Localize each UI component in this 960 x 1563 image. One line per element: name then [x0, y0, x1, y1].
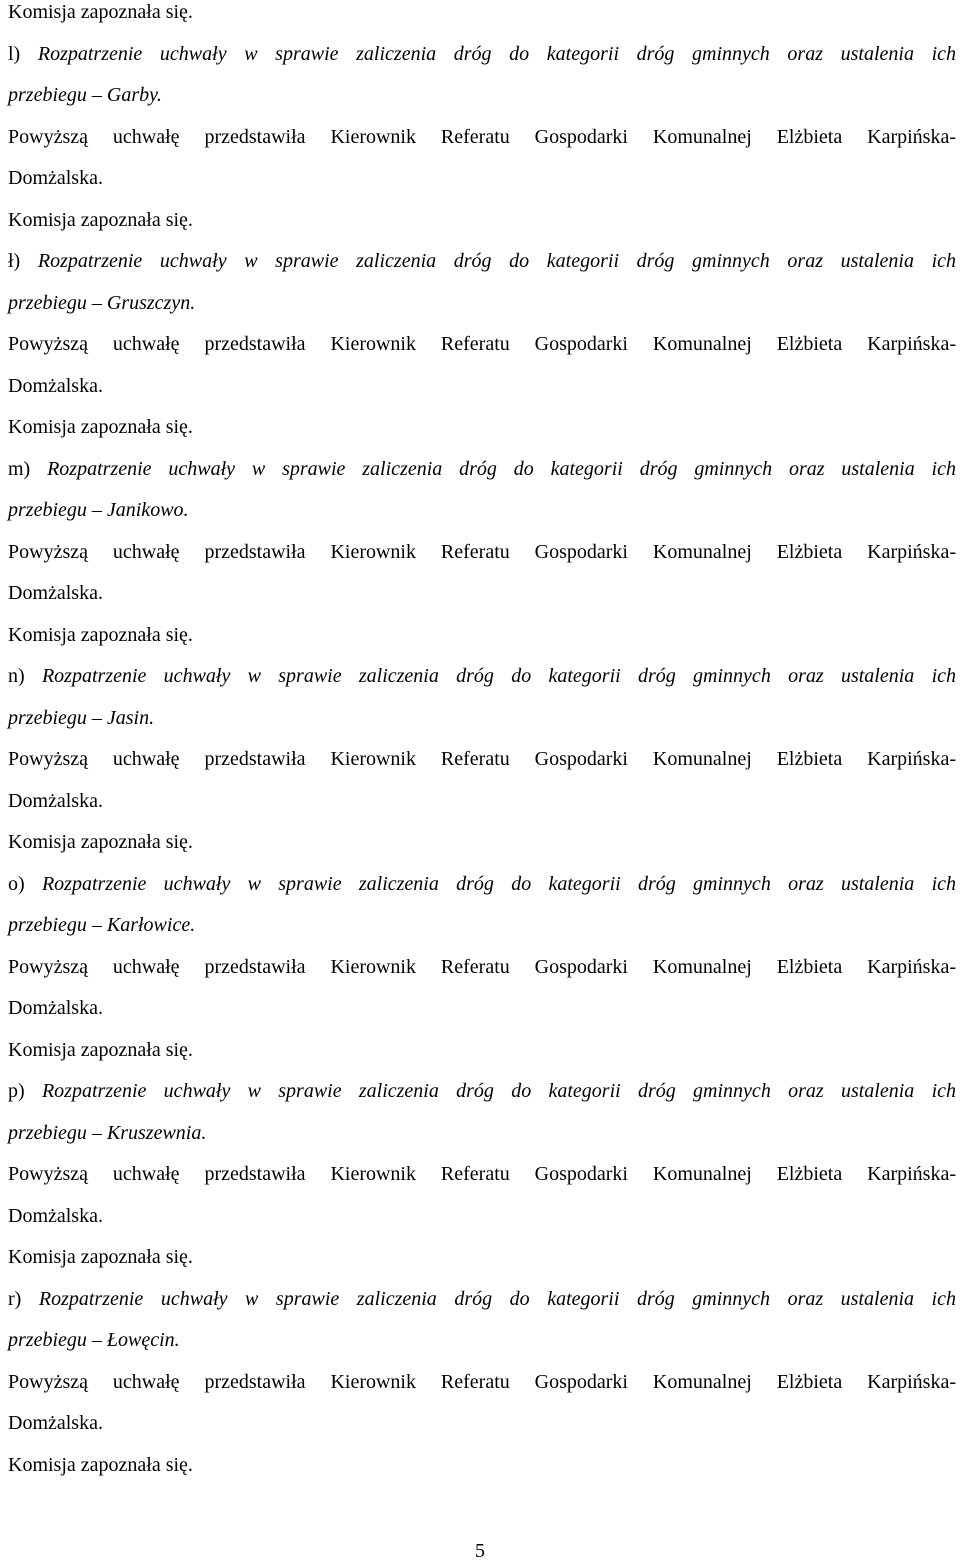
- agenda-item-title-continuation: przebiegu – Kruszewnia.: [8, 1121, 207, 1144]
- agenda-item-title: Rozpatrzenie uchwały w sprawie zaliczenia dróg do kategorii dróg gminnych oraz ustalenia ich: [41, 1080, 956, 1102]
- agenda-item: [8, 1279, 956, 1487]
- committee-note: Komisja zapoznała się.: [8, 1453, 193, 1476]
- presenter-line-continuation: Domżalska.: [8, 1204, 103, 1227]
- agenda-item-title-continuation: przebiegu – Jasin.: [8, 706, 155, 729]
- agenda-item-marker: l): [8, 42, 21, 65]
- agenda-item-title: Rozpatrzenie uchwały w sprawie zaliczenia dróg do kategorii dróg gminnych oraz ustalenia ich: [41, 872, 956, 895]
- agenda-item: [8, 1071, 956, 1279]
- agenda-item: [8, 656, 956, 864]
- presenter-line: Powyższą uchwałę przedstawiła Kierownik Referatu Gospodarki Komunalnej Elżbieta Karpińska-: [8, 540, 956, 563]
- agenda-item-marker: o): [8, 872, 25, 895]
- committee-note: Komisja zapoznała się.: [8, 1038, 193, 1061]
- agenda-item-marker: n): [8, 665, 25, 687]
- agenda-item-title-continuation: przebiegu – Janikowo.: [8, 499, 189, 521]
- committee-note: Komisja zapoznała się.: [8, 1246, 193, 1268]
- committee-note: Komisja zapoznała się.: [8, 831, 193, 853]
- agenda-item-title-line: [8, 656, 956, 698]
- agenda-item-marker: r): [8, 1287, 22, 1310]
- presenter-line: Powyższą uchwałę przedstawiła Kierownik Referatu Gospodarki Komunalnej Elżbieta Karpińska-: [8, 748, 956, 770]
- agenda-item: [8, 241, 956, 449]
- page-number: 5: [475, 1540, 485, 1562]
- presenter-line: Powyższą uchwałę przedstawiła Kierownik Referatu Gospodarki Komunalnej Elżbieta Karpińska-: [8, 955, 956, 978]
- presenter-line-continuation: Domżalska.: [8, 374, 103, 397]
- agenda-item-title-continuation: przebiegu – Gruszczyn.: [8, 291, 196, 314]
- agenda-item-title-continuation: przebiegu – Łowęcin.: [8, 1329, 180, 1351]
- presenter-line: Powyższą uchwałę przedstawiła Kierownik Referatu Gospodarki Komunalnej Elżbieta Karpińska-: [8, 1163, 956, 1185]
- agenda-item: [8, 864, 956, 1072]
- agenda-item-marker: ł): [8, 250, 21, 272]
- agenda-item-title-line: [8, 1071, 956, 1113]
- agenda-item-title: Rozpatrzenie uchwały w sprawie zaliczenia dróg do kategorii dróg gminnych oraz ustalenia ich: [38, 1287, 956, 1310]
- committee-note: Komisja zapoznała się.: [8, 1, 193, 23]
- agenda-item: [8, 449, 956, 657]
- presenter-line: Powyższą uchwałę przedstawiła Kierownik Referatu Gospodarki Komunalnej Elżbieta Karpińska-: [8, 1370, 956, 1393]
- agenda-item: [8, 34, 956, 242]
- presenter-line: Powyższą uchwałę przedstawiła Kierownik Referatu Gospodarki Komunalnej Elżbieta Karpińska-: [8, 125, 956, 148]
- agenda-item-title: Rozpatrzenie uchwały w sprawie zaliczenia dróg do kategorii dróg gminnych oraz ustalenia ich: [41, 665, 956, 687]
- presenter-line-continuation: Domżalska.: [8, 167, 103, 189]
- agenda-item-title-line: [8, 449, 956, 491]
- document-page: [8, 0, 956, 1486]
- presenter-line-continuation: Domżalska.: [8, 582, 103, 604]
- agenda-item-title-continuation: przebiegu – Garby.: [8, 84, 162, 106]
- agenda-item-title: Rozpatrzenie uchwały w sprawie zaliczenia dróg do kategorii dróg gminnych oraz ustalenia ich: [47, 457, 956, 480]
- agenda-item-title: Rozpatrzenie uchwały w sprawie zaliczenia dróg do kategorii dróg gminnych oraz ustalenia ich: [37, 250, 956, 272]
- committee-note: Komisja zapoznała się.: [8, 416, 193, 438]
- agenda-items: [8, 34, 956, 1487]
- agenda-item-title-line: [8, 34, 956, 76]
- agenda-item-marker: p): [8, 1080, 25, 1102]
- committee-note: Komisja zapoznała się.: [8, 208, 193, 231]
- agenda-item-marker: m): [8, 457, 31, 480]
- agenda-item-title-line: [8, 864, 956, 906]
- agenda-item-title-continuation: przebiegu – Karłowice.: [8, 914, 196, 936]
- agenda-item-title-line: [8, 1279, 956, 1321]
- committee-note: Komisja zapoznała się.: [8, 623, 193, 646]
- presenter-line-continuation: Domżalska.: [8, 789, 103, 812]
- presenter-line: Powyższą uchwałę przedstawiła Kierownik Referatu Gospodarki Komunalnej Elżbieta Karpińska-: [8, 333, 956, 355]
- agenda-item-title-line: [8, 241, 956, 283]
- agenda-item-title: Rozpatrzenie uchwały w sprawie zaliczenia dróg do kategorii dróg gminnych oraz ustalenia ich: [37, 42, 956, 65]
- presenter-line-continuation: Domżalska.: [8, 997, 103, 1019]
- presenter-line-continuation: Domżalska.: [8, 1412, 103, 1434]
